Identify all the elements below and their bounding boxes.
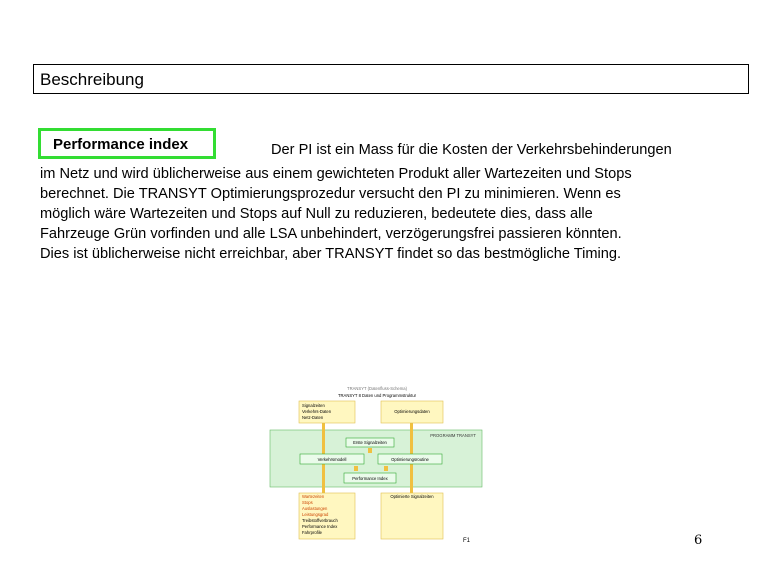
badge-label: Performance index <box>53 136 189 153</box>
initial-signal-label: Erste Signalzeiten <box>353 440 387 445</box>
paragraph <box>40 164 632 264</box>
arrow-down-2 <box>354 466 358 471</box>
output-line: Leistungsgrad <box>302 512 329 517</box>
paragraph-line: berechnet. Die TRANSYT Optimierungsprozedur versucht den PI zu minimieren. Wenn es <box>40 186 621 202</box>
opt-input-label: Optimierungsdaten <box>394 409 430 414</box>
output-line: Performance Index <box>302 524 338 529</box>
diagram-svg <box>268 385 486 540</box>
slide-number: 6 <box>694 533 703 548</box>
arrow-up-1 <box>384 466 388 471</box>
input-line: Verkehrs-Daten <box>302 409 332 414</box>
diagram-title: TRANSYT 8 Daten und Programmstruktur <box>337 393 417 398</box>
input-line: Signalzeiten <box>302 403 325 408</box>
output-line: Treibstoffverbrauch <box>302 518 338 523</box>
paragraph-line: Fahrzeuge Grün vorfinden und alle LSA unbehindert, verzögerungsfrei passieren könnten. <box>40 226 622 242</box>
paragraph-line: im Netz und wird üblicherweise aus einem gewichteten Produkt aller Wartezeiten und Stops <box>40 166 632 182</box>
output-line: Fahrprofile <box>302 530 323 535</box>
arrow-down-1 <box>368 448 372 453</box>
optimizer-label: Optimierungsroutine <box>391 457 429 462</box>
paragraph-line: möglich wäre Wartezeiten und Stops auf Null zu reduzieren, bedeutete dies, dass alle <box>40 206 593 222</box>
performance-index-badge <box>38 128 216 159</box>
output-signal-box <box>381 493 443 539</box>
input-line: Netz-Daten <box>302 415 324 420</box>
output-line: Auslastungen <box>302 506 328 511</box>
paragraph-line: Dies ist üblicherweise nicht erreichbar, aber TRANSYT findet so das bestmögliche Timing. <box>40 246 622 262</box>
transyt-structure-diagram <box>268 385 486 540</box>
output-line: Stops <box>302 500 313 505</box>
section-title: Beschreibung <box>40 70 144 89</box>
traffic-model-label: Verkehrsmodell <box>317 457 347 462</box>
footer-mark: F1 <box>463 538 471 544</box>
output-line: Wartezeiten <box>302 494 325 499</box>
paragraph-first-line: Der PI ist ein Mass für die Kosten der Verkehrsbehinderungen <box>271 142 672 158</box>
section-header <box>33 64 749 94</box>
program-label: PROGRAMM TRANSYT <box>430 433 476 438</box>
pi-label: Performance Index <box>352 476 388 481</box>
diagram-caption-small: TRANSYT (Datenfluss-Schema) <box>347 386 407 391</box>
output-right-label: Optimierte Signalzeiten <box>390 494 434 499</box>
